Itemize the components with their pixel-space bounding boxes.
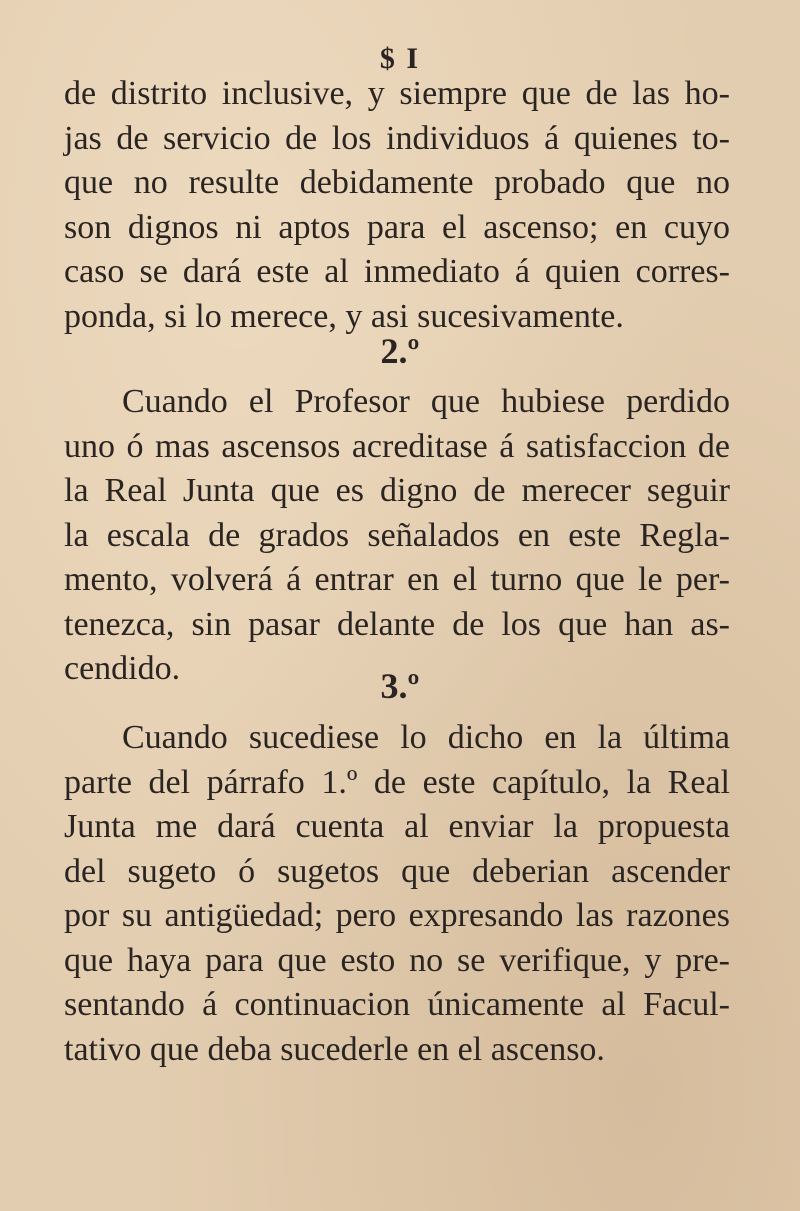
text-line: sentando á continuacion únicamente al Facul- [64,986,730,1023]
text-line: por su antigüedad; pero expresando las razones [64,897,730,934]
text-line: que haya para que esto no se verifique, y pre- [64,941,730,979]
text-line: tenezca, sin pasar delante de los que han as- [64,605,730,643]
text-line: que no resulte debidamente probado que no [64,164,730,201]
text-line: la escala de grados señalados en este Regla- [64,516,730,554]
section-number-2: 2.º [380,331,420,371]
text-line: caso se dará este al inmediato á quien corres- [64,253,730,290]
text-line: ponda, si lo merece, y asi sucesivamente. [64,297,624,335]
text-line: Cuando el Profesor que hubiese perdido [122,383,730,420]
text-line: del sugeto ó sugetos que deberian ascender [64,852,730,890]
page-header: $ I [379,42,421,75]
paragraph-2 [64,380,730,692]
text-line: parte del párrafo 1.º de este capítulo, la Real [64,763,730,801]
text-line: tativo que deba sucederle en el ascenso. [64,1030,605,1068]
paragraph-3 [64,716,730,1072]
text-line: jas de servicio de los individuos á quienes to- [64,119,730,157]
text-line: de distrito inclusive, y siempre que de las ho- [64,75,730,112]
text-line: la Real Junta que es digno de merecer seguir [64,472,730,509]
paragraph-1 [64,72,730,339]
text-line: mento, volverá á entrar en el turno que le per- [64,561,730,598]
text-line: cendido. [64,650,181,687]
text-line: son dignos ni aptos para el ascenso; en cuyo [64,208,730,246]
text-line: uno ó mas ascensos acreditase á satisfaccion de [64,427,730,465]
text-line: Junta me dará cuenta al enviar la propuesta [64,808,730,845]
text-line: Cuando sucediese lo dicho en la última [122,719,730,756]
section-number-3: 3.º [380,666,420,706]
